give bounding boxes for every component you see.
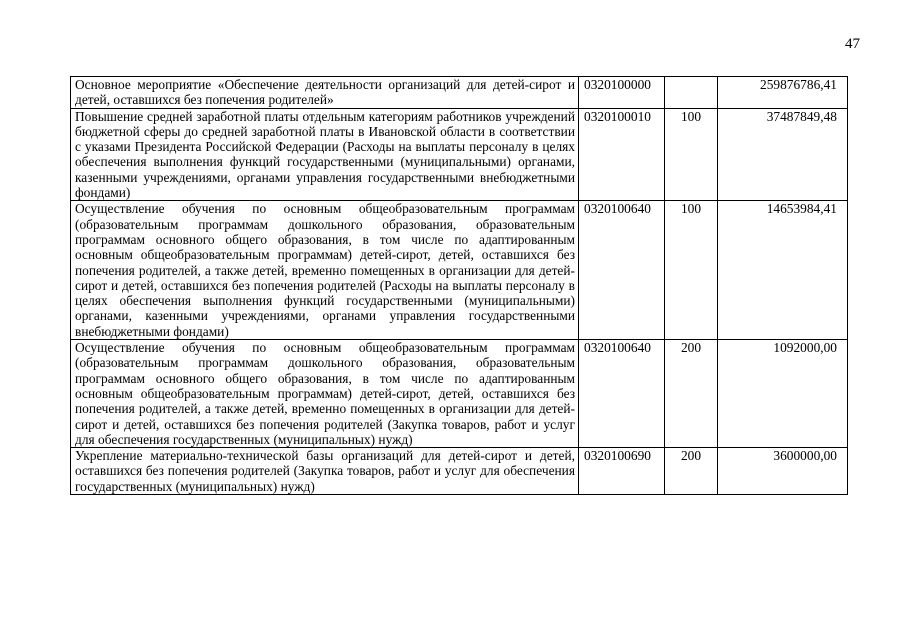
row-expense-type: 100 <box>665 108 718 201</box>
row-name: Повышение средней заработной платы отдельным категориям работников учреждений бюджетной сферы до средней заработной платы в Ивановской области в соответствии с указами Президента Российской Федерации (Расходы на выплаты персоналу в целях обеспечения выполнения функций государственными (муниципальными) органами, казенными учреждениями, органами управления государственными внебюджетными фондами) <box>71 108 579 201</box>
row-code: 0320100640 <box>579 340 665 448</box>
row-code: 0320100010 <box>579 108 665 201</box>
table-row <box>71 77 848 109</box>
row-code: 0320100000 <box>579 77 665 109</box>
row-expense-type: 200 <box>665 340 718 448</box>
row-amount: 259876786,41 <box>718 77 848 109</box>
row-amount: 14653984,41 <box>718 201 848 340</box>
row-code: 0320100640 <box>579 201 665 340</box>
budget-table <box>70 76 848 495</box>
page-number: 47 <box>845 36 860 52</box>
table-row <box>71 108 848 201</box>
row-expense-type <box>665 77 718 109</box>
row-expense-type: 100 <box>665 201 718 340</box>
row-code: 0320100690 <box>579 448 665 495</box>
table-row <box>71 448 848 495</box>
table-row <box>71 340 848 448</box>
row-amount: 3600000,00 <box>718 448 848 495</box>
row-name: Основное мероприятие «Обеспечение деятельности организаций для детей-сирот и детей, оставшихся без попечения родителей» <box>71 77 579 109</box>
row-amount: 37487849,48 <box>718 108 848 201</box>
row-name: Укрепление материально-технической базы организаций для детей-сирот и детей, оставшихся без попечения родителей (Закупка товаров, работ и услуг для обеспечения государственных (муниципальных) нужд) <box>71 448 579 495</box>
row-expense-type: 200 <box>665 448 718 495</box>
table-row <box>71 201 848 340</box>
row-name: Осуществление обучения по основным общеобразовательным программам (образовательным программам дошкольного образования, образовательным программам основного общего образования, в том числе по адаптированным основным общеобразовательным программам) детей-сирот, детей, оставшихся без попечения родителей, а также детей, временно помещенных в организации для детей-сирот и детей, оставшихся без попечения родителей (Расходы на выплаты персоналу в целях обеспечения выполнения функций государственными (муниципальными) органами, казенными учреждениями, органами управления государственными внебюджетными фондами) <box>71 201 579 340</box>
row-name: Осуществление обучения по основным общеобразовательным программам (образовательным программам дошкольного образования, образовательным программам основного общего образования, в том числе по адаптированным основным общеобразовательным программам) детей-сирот, детей, оставшихся без попечения родителей, а также детей, временно помещенных в организации для детей-сирот и детей, оставшихся без попечения родителей (Закупка товаров, работ и услуг для обеспечения государственных (муниципальных) нужд) <box>71 340 579 448</box>
row-amount: 1092000,00 <box>718 340 848 448</box>
